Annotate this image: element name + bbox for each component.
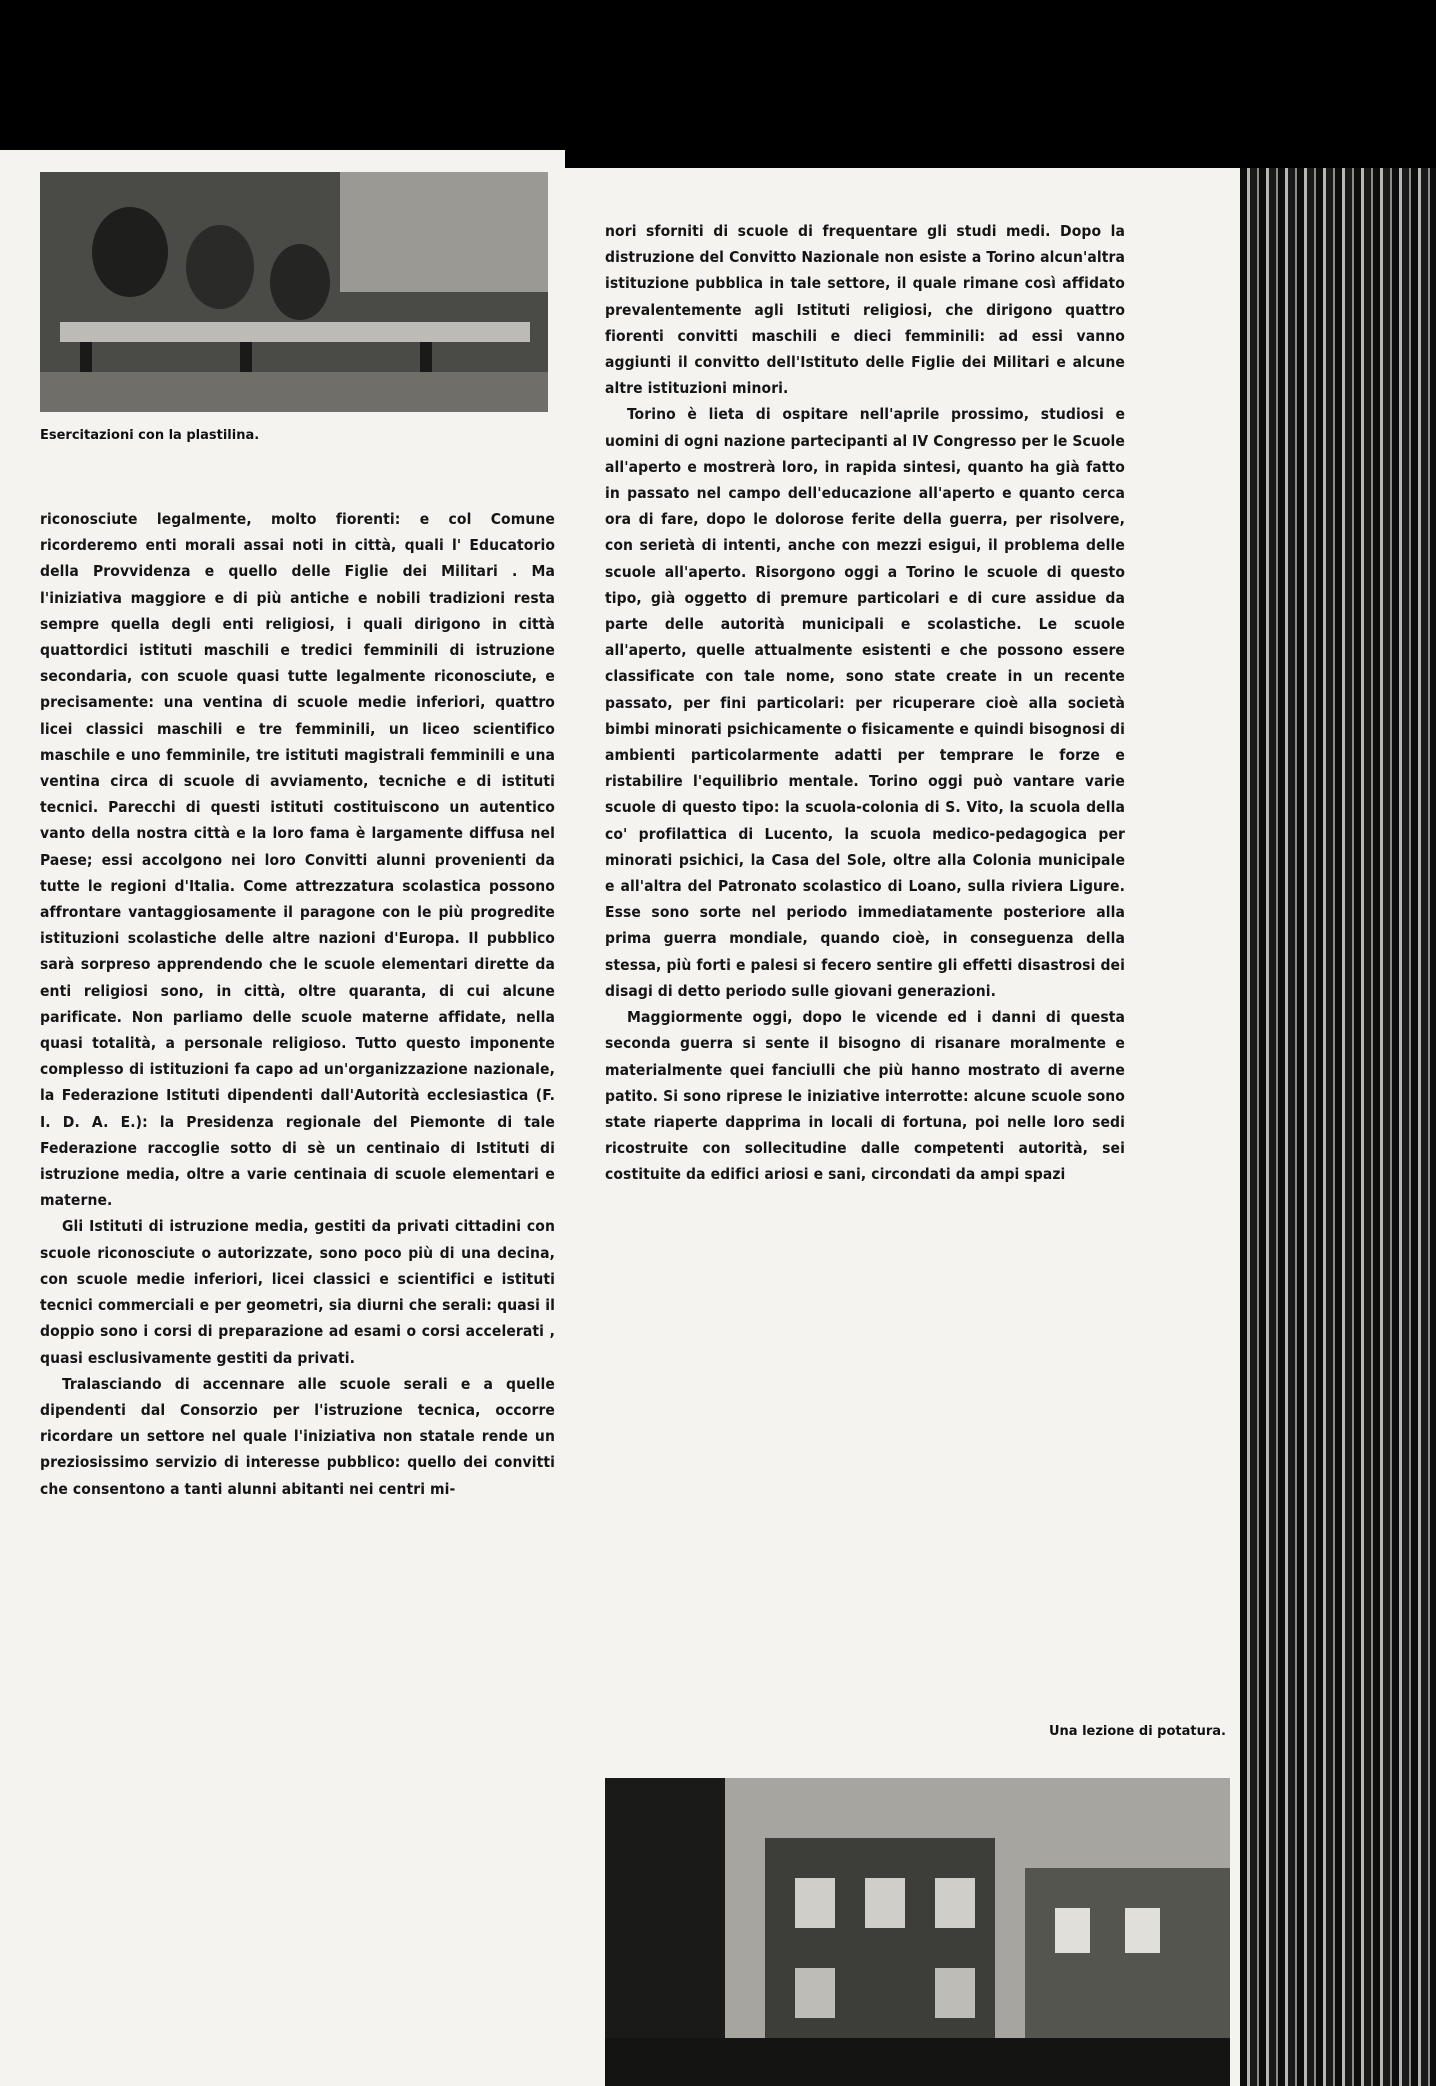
paragraph: nori sforniti di scuole di frequentare gli studi medi. Dopo la distruzione del Convitto Nazionale non esiste a Torino alcun'altra istituzione pubblica in tale settore, il quale rimane così affidato prevalentemente agli Istituti religiosi, che dirigono quattro fiorenti convitti maschili e dieci femminili: ad essi vanno aggiunti il convitto dell'Istituto delle Figlie dei Militari e alcune altre istituzioni minori. [605,222,1125,398]
paragraph: riconosciute legalmente, molto fiorenti: e col Comune ricorderemo enti morali assai noti in città, quali l' Educatorio della Provvidenza e quello delle Figlie dei Militari . Ma l'iniziativa maggiore e di più antiche e nobili tradizioni resta sempre quella degli enti religiosi, i quali dirigono in città quattordici istituti maschili e tredici femminili di istruzione secondaria, con scuole quasi tutte legalmente riconosciute, e precisamente: una ventina di scuole medie inferiori, quattro licei classici maschili e tre femminili, un liceo scientifico maschile e uno femminile, tre istituti magistrali femminili e una ventina circa di scuole di avviamento, tecniche e di istituti tecnici. Parecchi di questi istituti costituiscono un autentico vanto della nostra città e la loro fama è largamente diffusa nel Paese; essi accolgono nei loro Convitti alunni provenienti da tutte le regioni d'Italia. Come attrezzatura scolastica possono affrontare vantaggiosamente il paragone con le più progredite istituzioni scolastiche delle altre nazioni d'Europa. Il pubblico sarà sorpreso apprendendo che le scuole elementari dirette da enti religiosi sono, in città, oltre quaranta, di cui alcune parificate. Non parliamo delle scuole materne affidate, nella quasi totalità, a personale religioso. Tutto questo imponente complesso di istituzioni fa capo ad un'organizzazione nazionale, la Federazione Istituti dipendenti dall'Autorità ecclesiastica (F. I. D. A. E.): la Presidenza regionale del Piemonte di tale Federazione raccoglie sotto di sè un centinaio di Istituti di istruzione media, oltre a varie centinaia di scuole elementari e materne. [40,510,555,1210]
paragraph: Torino è lieta di ospitare nell'aprile prossimo, studiosi e uomini di ogni nazione partecipanti al IV Congresso per le Scuole all'aperto e mostrerà loro, in rapida sintesi, quanto ha già fatto in passato nel campo dell'educazione all'aperto e quanto cerca ora di fare, dopo le dolorose ferite della guerra, per risolvere, con serietà di intenti, anche con mezzi esigui, il problema delle scuole all'aperto. Risorgono oggi a Torino le scuole di questo tipo, già oggetto di premure particolari e di cure assidue da parte delle autorità municipali e scolastiche. Le scuole all'aperto, quelle attualmente esistenti e che possono essere classificate con tale nome, sono state create in un recente passato, per fini particolari: per ricuperare cioè alla società bimbi minorati psichicamente o fisicamente e quindi bisognosi di ambienti particolarmente adatti per temprare le forze e ristabilire l'equilibrio mentale. Torino oggi può vantare varie scuole di questo tipo: la scuola-colonia di S. Vito, la scuola della co' profilattica di Lucento, la scuola medico-pedagogica per minorati psichici, la Casa del Sole, oltre alla Colonia municipale e all'altra del Patronato scolastico di Loano, sulla riviera Ligure. Esse sono sorte nel periodo immediatamente posteriore alla prima guerra mondiale, quando cioè, in conseguenza della stessa, più forti e palesi si fecero sentire gli effetti disastrosi dei disagi di detto periodo sulle giovani generazioni. [605,405,1125,1000]
paragraph: Tralasciando di accennare alle scuole serali e a quelle dipendenti dal Consorzio per l'istruzione tecnica, occorre ricordare un settore nel quale l'iniziativa non statale rende un preziosissimo servizio di interesse pubblico: quello dei convitti che consentono a tanti alunni abitanti nei centri mi- [40,1374,555,1498]
paragraph: Gli Istituti di istruzione media, gestiti da privati cittadini con scuole riconosciute o autorizzate, sono poco più di una decina, con scuole medie inferiori, licei classici e scientifici e istituti tecnici commerciali e per geometri, sia diurni che serali: quasi il doppio sono i corsi di preparazione ad esami o corsi accelerati , quasi esclusivamente gestiti da privati. [40,1217,555,1367]
book-page-edges [1240,168,1436,2086]
caption-plasticine: Esercitazioni con la plastilina. [40,428,260,443]
black-top-band [0,0,1436,158]
caption-pruning: Una lezione di potatura. [1048,1724,1226,1739]
paragraph: Maggiormente oggi, dopo le vicende ed i danni di questa seconda guerra si sente il bisogno di risanare moralmente e materialmente quei fanciulli che più hanno mostrato di averne patito. Si sono riprese le iniziative interrotte: alcune scuole sono state riaperte dapprima in locali di fortuna, poi nelle loro sedi ricostruite con sollecitudine dalle competenti autorità, sei costituite da edifici ariosi e sani, circondati da ampi spazi [605,1008,1125,1184]
plasticine-exercise-photo [40,172,548,412]
pruning-lesson-photo [605,1778,1230,2086]
left-text-column [40,506,555,1776]
right-text-column [605,218,1125,1663]
